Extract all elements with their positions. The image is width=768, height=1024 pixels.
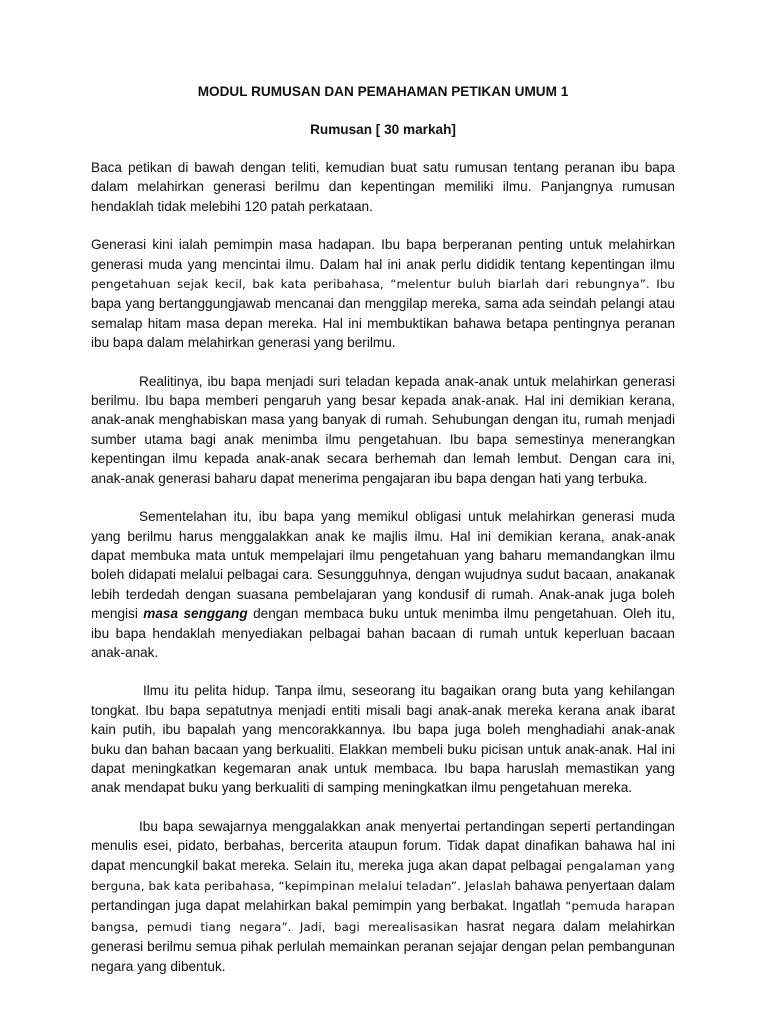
paragraph-5-text-e: hasrat negara dalam melahirkan generasi berilmu semua pihak perlulah memainkan peranan sejajar dengan pelan pembangunan negara yang dibentuk. [91, 918, 675, 974]
paragraph-1 [91, 235, 675, 352]
paragraph-2: Realitinya, ibu bapa menjadi suri teladan kepada anak-anak untuk melahirkan generasi berilmu. Ibu bapa memberi pengaruh yang besar kepada anak-anak. Hal ini demikian kerana, anak-anak menghabiskan masa yang banyak di rumah. Sehubungan dengan itu, rumah menjadi sumber utama bagi anak menimba ilmu pengetahuan. Ibu bapa semestinya menerangkan kepentingan ilmu kepada anak-anak secara berhemah dan lemah lembut. Dengan cara ini, anak-anak generasi baharu dapat menerima pengajaran ibu bapa dengan hati yang terbuka. [91, 373, 675, 486]
document-subtitle: Rumusan [ 30 markah] [310, 122, 456, 137]
paragraph-5-proverb-line: pengalaman yang berguna, bak kata peribahasa, “kepimpinan melalui teladan”. Jelaslah [91, 858, 675, 893]
paragraph-3-text-a: Sementelahan itu, ibu bapa yang memikul obligasi untuk melahirkan generasi muda yang berilmu harus menggalakkan anak ke majlis ilmu. Hal ini demikian kerana, anak-anak dapat membuka mata untuk mempelajari ilmu pengetahuan yang baharu memandangkan ilmu boleh didapati melalui pelbagai cara. Sesungguhnya, dengan wujudnya sudut bacaan, anakanak lebih terdedah dengan suasana pembelajaran yang kondusif di rumah. Anak-anak juga boleh mengisi [91, 509, 675, 622]
paragraph-3-text-b: dengan membaca buku untuk menimba ilmu pengetahuan. Oleh itu, ibu bapa hendaklah menyediakan pelbagai bahan bacaan di rumah untuk keperluan bacaan anak-anak. [91, 606, 676, 660]
paragraph-1-text-c: bapa yang bertanggungjawab mencanai dan menggilap mereka, sama ada seindah pelangi atau semalap hitam masa depan mereka. Hal ini membuktikan bahawa betapa pentingnya peranan ibu bapa dalam melahirkan generasi yang berilmu. [91, 296, 675, 351]
document-title: MODUL RUMUSAN DAN PEMAHAMAN PETIKAN UMUM 1 [197, 84, 569, 99]
paragraph-5 [91, 817, 675, 976]
paragraph-5-quote-line: “pemuda harapan bangsa, pemudi tiang negara”. Jadi, bagi merealisasikan [91, 899, 675, 934]
paragraph-1-text-a: Generasi kini ialah pemimpin masa hadapan. Ibu bapa berperanan penting untuk melahirkan generasi muda yang mencintai ilmu. Dalam hal ini anak perlu dididik tentang kepentingan ilmu [91, 237, 675, 272]
paragraph-5-text-a: Ibu bapa sewajarnya menggalakkan anak menyertai pertandingan seperti pertandingan menulis esei, pidato, berbahas, bercerita ataupun forum. Tidak dapat dinafikan bahawa hal ini dapat mencungkil bakat mereka. Selain itu, mereka juga akan dapat pelbagai [91, 818, 675, 873]
paragraph-5-text-c: bahawa penyertaan dalam pertandingan juga dapat melahirkan bakal pemimpin yang berbakat. Ingatlah [91, 878, 675, 914]
document-page [91, 82, 675, 976]
paragraph-1-proverb-line: pengetahuan sejak kecil, bak kata peribahasa, “melentur buluh biarlah dari rebungnya”. Ibu [91, 277, 675, 292]
paragraph-3-emphasis: masa senggang [143, 606, 248, 622]
paragraph-3 [91, 507, 675, 662]
paragraph-4: Ilmu itu pelita hidup. Tanpa ilmu, seseorang itu bagaikan orang buta yang kehilangan tongkat. Ibu bapa sepatutnya menjadi entiti misali bagi anak-anak mereka kerana anak ibarat kain putih, ibu bapalah yang mencorakkannya. Ibu bapa juga boleh menghadiahi anak-anak buku dan bahan bacaan yang berkualiti. Elakkan membeli buku picisan untuk anak-anak. Hal ini dapat meningkatkan kegemaran anak untuk membaca. Ibu bapa haruslah memastikan yang anak mendapat buku yang berkualiti di samping meningkatkan ilmu pengetahuan mereka. [91, 683, 675, 796]
instruction-paragraph: Baca petikan di bawah dengan teliti, kemudian buat satu rumusan tentang peranan ibu bapa dalam melahirkan generasi berilmu dan kepentingan memiliki ilmu. Panjangnya rumusan hendaklah tidak melebihi 120 patah perkataan. [91, 160, 675, 214]
